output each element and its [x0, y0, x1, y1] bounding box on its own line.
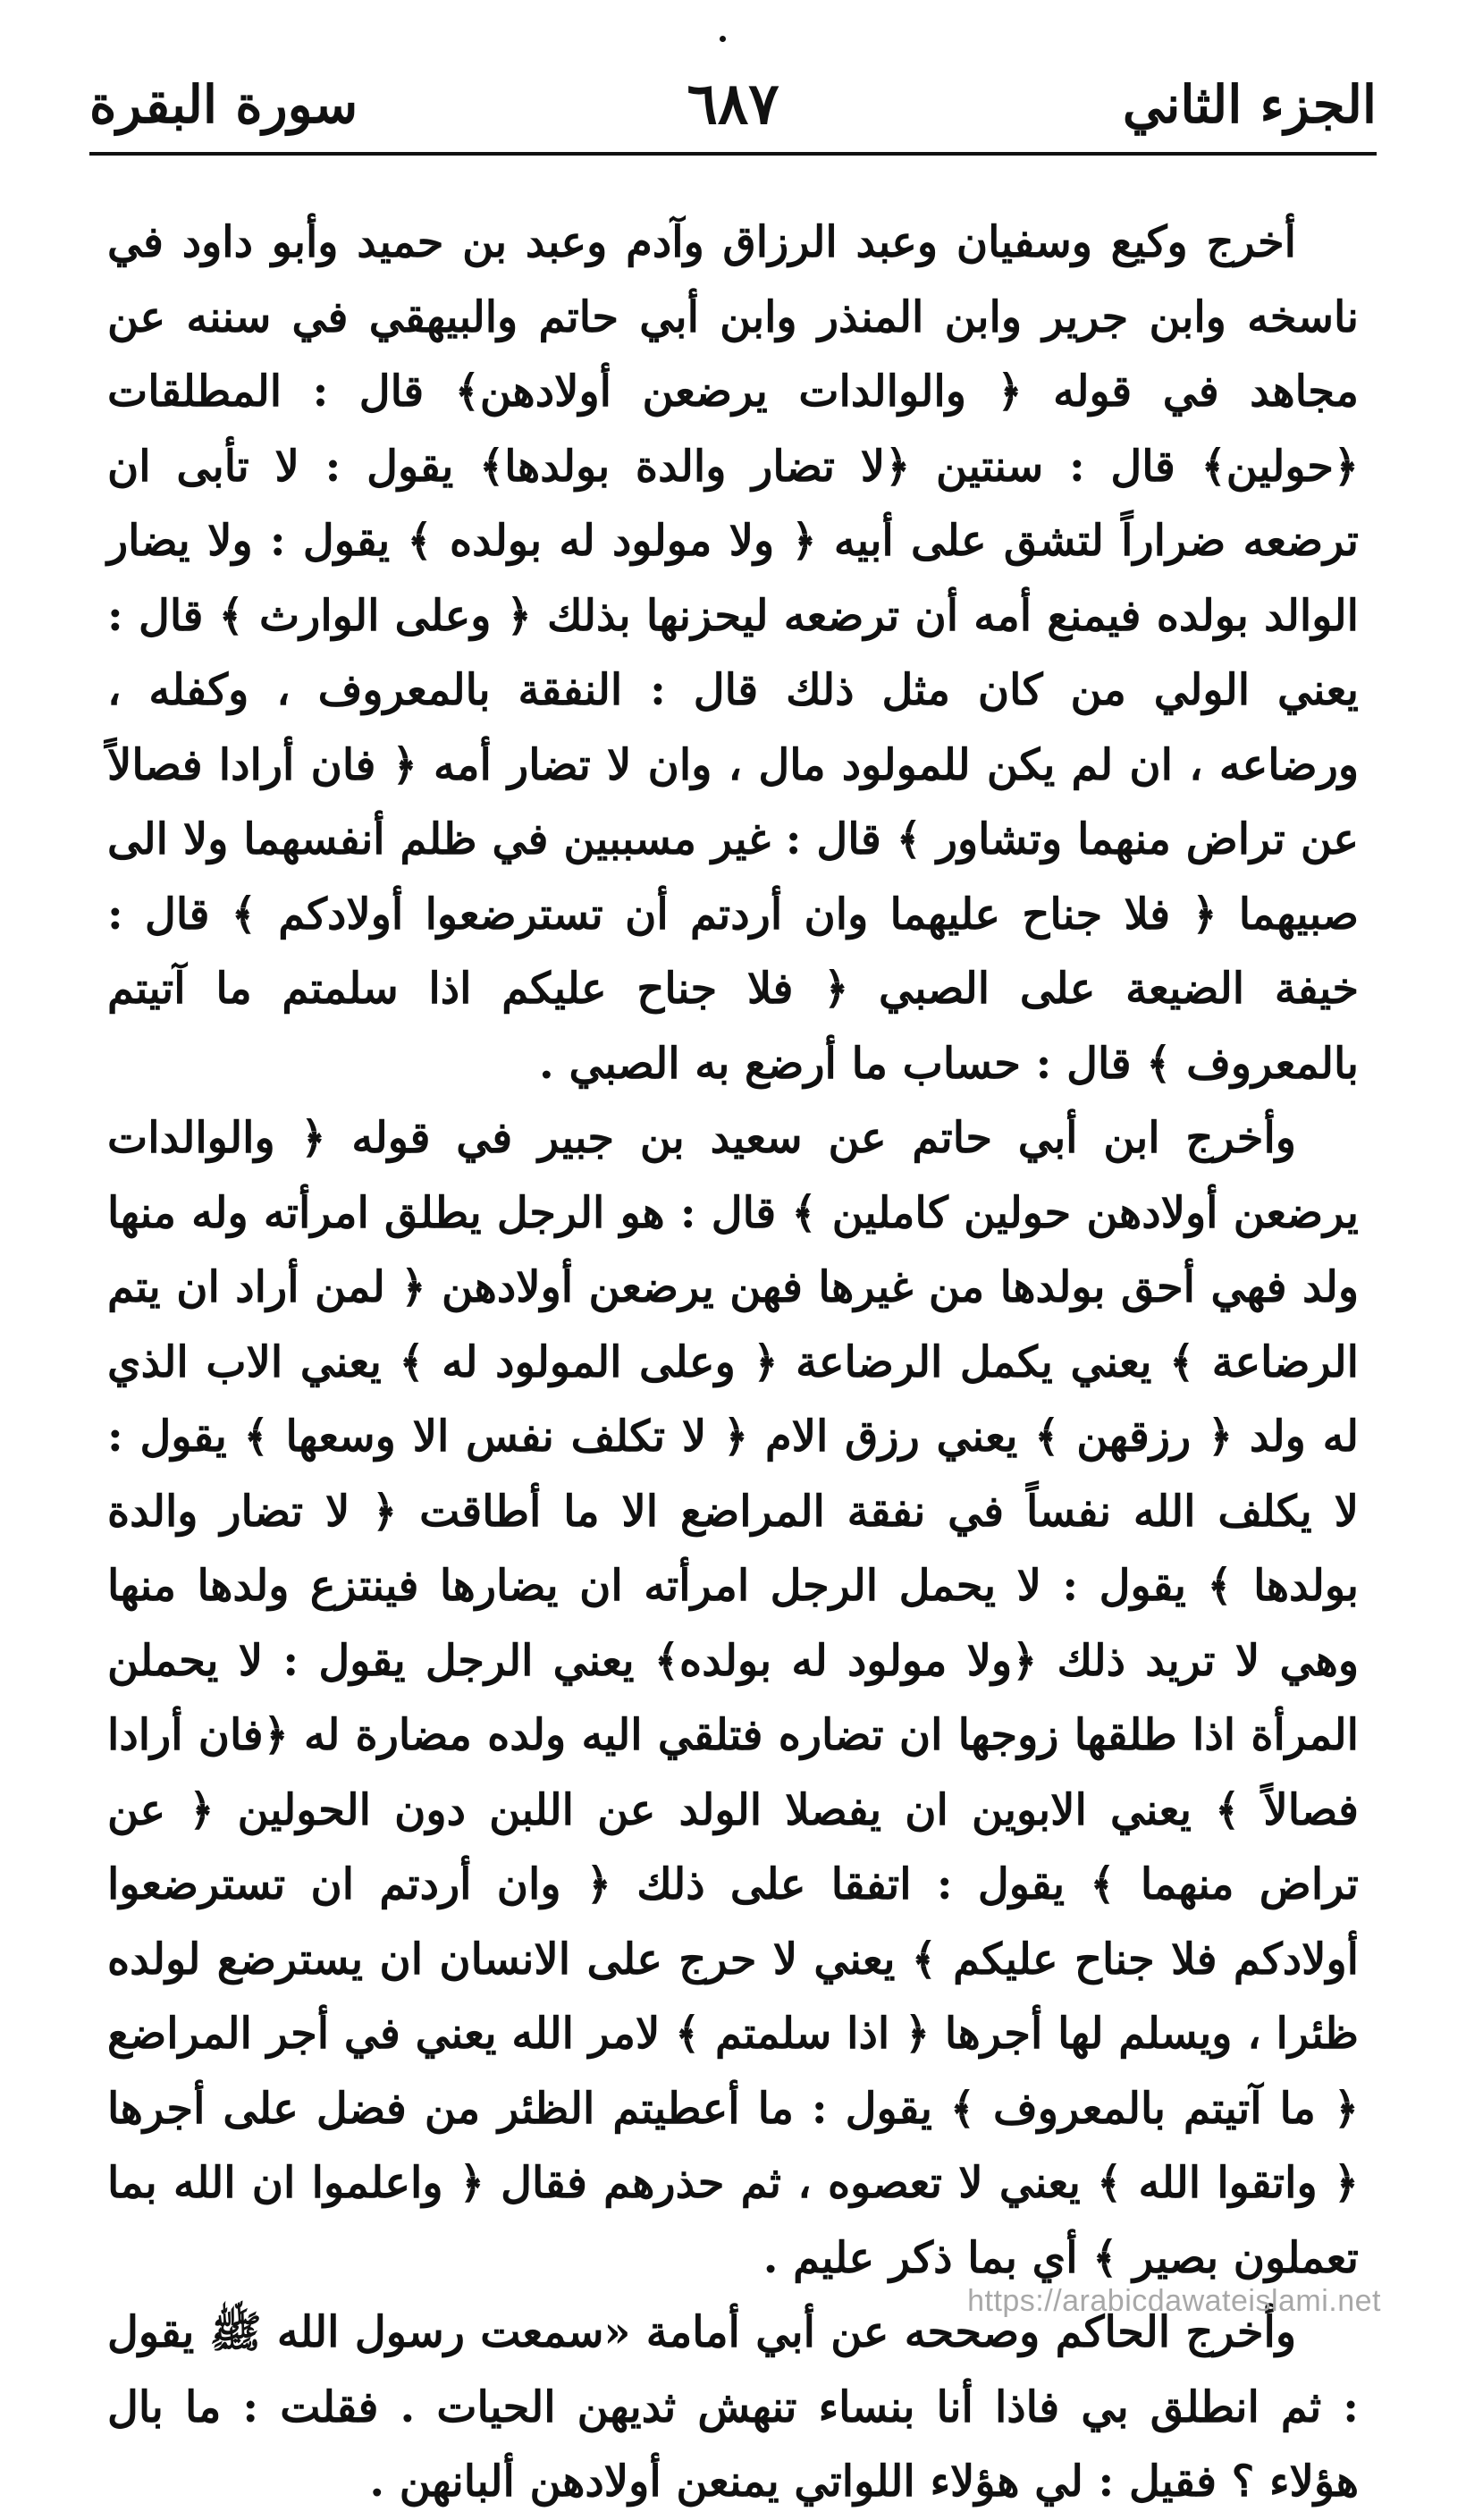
paragraph-3: وأخرج الحاكم وصححه عن أبي أمامة «سمعت رسول الله ﷺ يقول : ثم انطلق بي فاذا أنا بنساء تنهش ثديهن الحيات . فقلت : ما بال هؤلاء ؟ فقيل : لي هؤلاء اللواتي يمنعن أولادهن ألبانهن .	[107, 2307, 1360, 2507]
header-surah-label: سورة البقرة	[89, 74, 358, 135]
page-header	[89, 64, 1377, 145]
paragraph-1: أخرج وكيع وسفيان وعبد الرزاق وآدم وعبد بن حميد وأبو داود في ناسخه وابن جرير وابن المنذر وابن أبي حاتم والبيهقي في سننه عن مجاهد في قوله ﴿ والوالدات يرضعن أولادهن﴾ قال : المطلقات ﴿حولين﴾ قال : سنتين ﴿لا تضار والدة بولدها﴾ يقول : لا تأبى ان ترضعه ضراراً لتشق على أبيه ﴿ ولا مولود له بولده ﴾ يقول : ولا يضار الوالد بولده فيمنع أمه أن ترضعه ليحزنها بذلك ﴿ وعلى الوارث ﴾ قال : يعني الولي من كان مثل ذلك قال : النفقة بالمعروف ، وكفله ، ورضاعه ، ان لم يكن للمولود مال ، وان لا تضار أمه ﴿ فان أرادا فصالاً عن تراض منهما وتشاور ﴾ قال : غير مسببين في ظلم أنفسهما ولا الى صبيهما ﴿ فلا جناح عليهما وان أردتم أن تسترضعوا أولادكم ﴾ قال : خيفة الضيعة على الصبي ﴿ فلا جناح عليكم اذا سلمتم ما آتيتم بالمعروف ﴾ قال : حساب ما أرضع به الصبي .	[107, 217, 1360, 1089]
paragraph-2: وأخرج ابن أبي حاتم عن سعيد بن جبير في قوله ﴿ والوالدات يرضعن أولادهن حولين كاملين ﴾ قال : هو الرجل يطلق امرأته وله منها ولد فهي أحق بولدها من غيرها فهن يرضعن أولادهن ﴿ لمن أراد ان يتم الرضاعة ﴾ يعني يكمل الرضاعة ﴿ وعلى المولود له ﴾ يعني الاب الذي له ولد ﴿ رزقهن ﴾ يعني رزق الام ﴿ لا تكلف نفس الا وسعها ﴾ يقول : لا يكلف الله نفساً في نفقة المراضع الا ما أطاقت ﴿ لا تضار والدة بولدها ﴾ يقول : لا يحمل الرجل امرأته ان يضارها فينتزع ولدها منها وهي لا تريد ذلك ﴿ولا مولود له بولده﴾ يعني الرجل يقول : لا يحملن المرأة اذا طلقها زوجها ان تضاره فتلقي اليه ولده مضارة له ﴿فان أرادا فصالاً ﴾ يعني الابوين ان يفصلا الولد عن اللبن دون الحولين ﴿ عن تراض منهما ﴾ يقول : اتفقا على ذلك ﴿ وان أردتم ان تسترضعوا أولادكم فلا جناح عليكم ﴾ يعني لا حرج على الانسان ان يسترضع لولده ظئرا ، ويسلم لها أجرها ﴿ اذا سلمتم ﴾ لامر الله يعني في أجر المراضع ﴿ ما آتيتم بالمعروف ﴾ يقول : ما أعطيتم الظئر من فضل على أجرها ﴿ واتقوا الله ﴾ يعني لا تعصوه ، ثم حذرهم فقال ﴿ واعلموا ان الله بما تعملون بصير ﴾ أي بما ذكر عليم .	[107, 1113, 1360, 2283]
page-body	[107, 206, 1359, 2520]
page-number: ٦٨٧	[687, 71, 779, 138]
top-dot	[720, 36, 726, 42]
watermark-url: https://arabicdawateislami.net	[967, 2284, 1381, 2318]
header-divider	[89, 152, 1377, 156]
header-part-label: الجزء الثاني	[1122, 74, 1377, 135]
